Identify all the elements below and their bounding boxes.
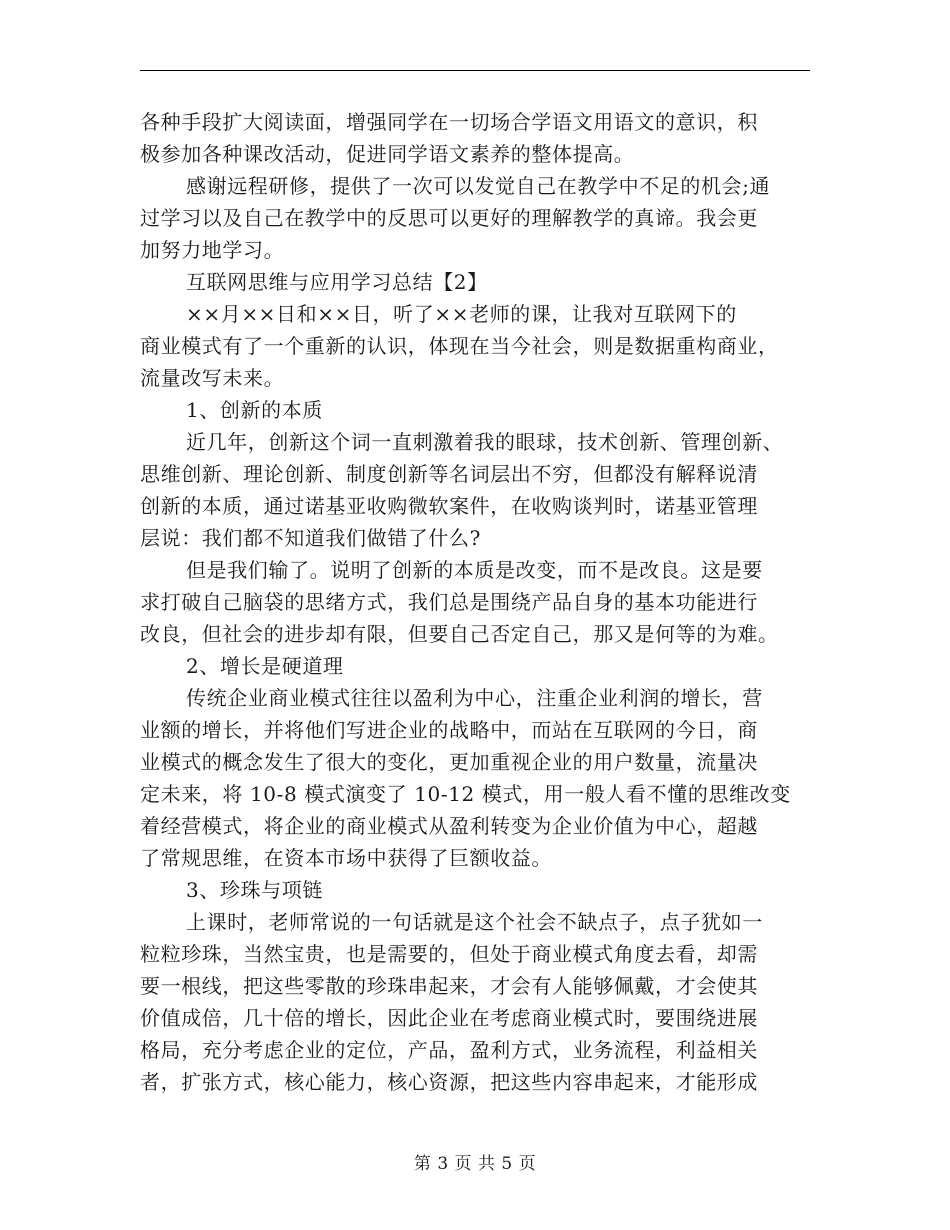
text-line: 极参加各种课改活动，促进同学语文素养的整体提高。	[140, 142, 635, 166]
text-line: 价值成倍，几十倍的增长，因此企业在考虑商业模式时，要围绕进展	[140, 1006, 758, 1030]
document-body	[140, 106, 810, 1098]
text-line: 改良，但社会的进步却有限，但要自己否定自己，那又是何等的为难。	[140, 622, 779, 646]
text-line: 定未来，将 10-8 模式演变了 10-12 模式，用一般人看不懂的思维改变	[140, 782, 791, 806]
text-line: 但是我们输了。说明了创新的本质是改变，而不是改良。这是要	[186, 558, 763, 582]
text-line: 业模式的概念发生了很大的变化，更加重视企业的用户数量，流量决	[140, 750, 758, 774]
text-line: 着经营模式，将企业的商业模式从盈利转变为企业价值为中心，超越	[140, 814, 758, 838]
text-line: 格局，充分考虑企业的定位，产品，盈利方式，业务流程，利益相关	[140, 1038, 758, 1062]
text-line: 者，扩张方式，核心能力，核心资源，把这些内容串起来，才能形成	[140, 1070, 758, 1094]
page-footer: 第 3 页 共 5 页	[413, 1154, 537, 1174]
text-line: 互联网思维与应用学习总结【2】	[186, 270, 488, 294]
text-line: 了常规思维，在资本市场中获得了巨额收益。	[140, 846, 552, 870]
text-line: 1、创新的本质	[186, 398, 323, 422]
text-line: 流量改写未来。	[140, 366, 285, 390]
text-line: 创新的本质，通过诺基亚收购微软案件，在收购谈判时，诺基亚管理	[140, 494, 758, 518]
text-line: 商业模式有了一个重新的认识，体现在当今社会，则是数据重构商业，	[140, 334, 779, 358]
header-rule	[140, 70, 810, 71]
text-line: 上课时，老师常说的一句话就是这个社会不缺点子，点子犹如一	[186, 910, 763, 934]
text-line: 3、珍珠与项链	[186, 878, 323, 902]
text-line: 感谢远程研修，提供了一次可以发觉自己在教学中不足的机会;通	[186, 174, 771, 198]
text-line: 要一根线，把这些零散的珍珠串起来，才会有人能够佩戴，才会使其	[140, 974, 758, 998]
text-line: 各种手段扩大阅读面，增强同学在一切场合学语文用语文的意识，积	[140, 110, 758, 134]
text-line: 思维创新、理论创新、制度创新等名词层出不穷，但都没有解释说清	[140, 462, 758, 486]
text-line: 业额的增长，并将他们写进企业的战略中，而站在互联网的今日，商	[140, 718, 758, 742]
text-line: ××月××日和××日，听了××老师的课，让我对互联网下的	[186, 302, 737, 326]
text-line: 加努力地学习。	[140, 238, 285, 262]
text-line: 过学习以及自己在教学中的反思可以更好的理解教学的真谛。我会更	[140, 206, 758, 230]
text-line: 层说：我们都不知道我们做错了什么?	[140, 526, 481, 550]
text-line: 2、增长是硬道理	[186, 654, 344, 678]
text-line: 求打破自己脑袋的思绪方式，我们总是围绕产品自身的基本功能进行	[140, 590, 758, 614]
text-line: 近几年，创新这个词一直刺激着我的眼球，技术创新、管理创新、	[186, 430, 784, 454]
text-line: 传统企业商业模式往往以盈利为中心，注重企业利润的增长，营	[186, 686, 763, 710]
text-line: 粒粒珍珠，当然宝贵，也是需要的，但处于商业模式角度去看，却需	[140, 942, 758, 966]
